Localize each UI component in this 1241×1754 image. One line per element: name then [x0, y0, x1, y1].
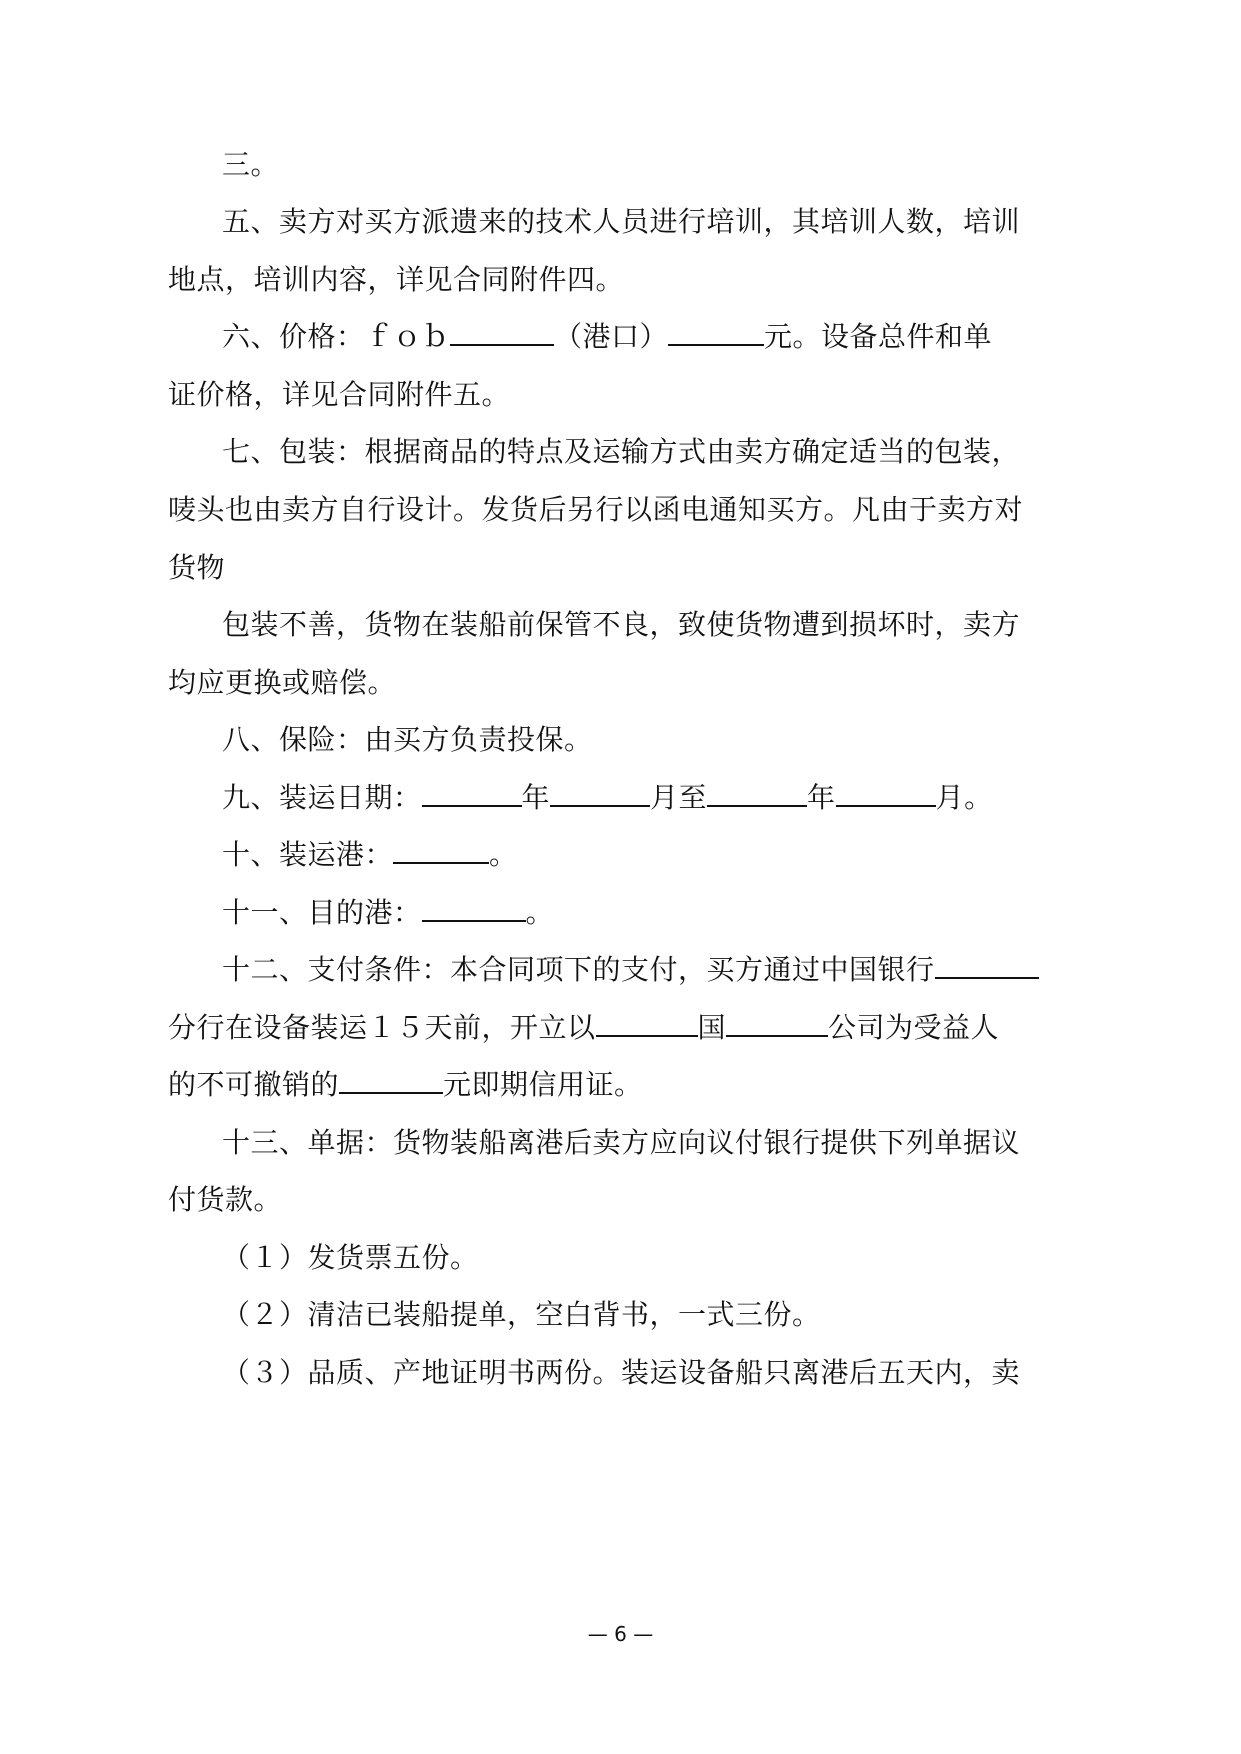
paragraph-line	[222, 608, 1020, 642]
text: 六、价格：ｆｏｂ	[222, 320, 451, 353]
text: 八、保险：由买方负责投保。	[222, 723, 593, 756]
paragraph-line	[168, 378, 510, 412]
text: 七、包装：根据商品的特点及运输方式由卖方确定适当的包装，	[222, 435, 1021, 468]
text: （３）品质、产地证明书两份。装运设备船只离港后五天内，卖	[222, 1356, 1021, 1389]
fill-in-blank[interactable]	[393, 838, 489, 864]
text: 货物	[168, 551, 226, 584]
fill-in-blank[interactable]	[422, 896, 526, 922]
paragraph-line	[222, 1356, 1020, 1390]
text: 十、装运港：	[222, 838, 394, 871]
paragraph-line	[222, 953, 1039, 987]
text: 的不可撤销的	[168, 1068, 340, 1101]
paragraph-line	[222, 723, 593, 757]
paragraph-line	[168, 1011, 999, 1045]
text: 三。	[222, 148, 280, 181]
paragraph-line	[168, 551, 225, 585]
text: 均应更换或赔偿。	[168, 666, 397, 699]
fill-in-blank[interactable]	[450, 320, 554, 346]
paragraph-line	[222, 435, 1020, 469]
paragraph-line	[222, 1241, 479, 1275]
text: 元即期信用证。	[443, 1068, 643, 1101]
paragraph-line	[168, 263, 624, 297]
text: 年	[521, 781, 551, 814]
text: 九、装运日期：	[222, 781, 422, 814]
fill-in-blank[interactable]	[935, 953, 1039, 979]
text: 五、卖方对买方派遗来的技术人员进行培训，其培训人数，培训	[222, 205, 1021, 238]
text: 十一、目的港：	[222, 896, 422, 929]
fill-in-blank[interactable]	[422, 781, 522, 807]
text: 十三、单据：货物装船离港后卖方应向议付银行提供下列单据议	[222, 1126, 1021, 1159]
paragraph-line	[168, 1183, 282, 1217]
paragraph-line	[168, 493, 1023, 527]
paragraph-line	[222, 320, 992, 354]
text: 分行在设备装运１５天前，开立以	[168, 1011, 596, 1044]
page-number: — 6 —	[587, 1622, 654, 1646]
text: 。	[489, 838, 518, 871]
paragraph-line	[168, 1068, 643, 1102]
paragraph-line	[222, 148, 279, 182]
fill-in-blank[interactable]	[836, 781, 936, 807]
text: 付货款。	[168, 1183, 283, 1216]
fill-in-blank[interactable]	[726, 1011, 828, 1037]
text: 十二、支付条件：本合同项下的支付，买方通过中国银行	[222, 953, 935, 986]
text: （２）清洁已装船提单，空白背书，一式三份。	[222, 1298, 821, 1331]
text: 。	[525, 896, 555, 929]
text: 年	[807, 781, 836, 814]
text: （１）发货票五份。	[222, 1241, 479, 1274]
text: 元。设备总件和单	[764, 320, 993, 353]
fill-in-blank[interactable]	[550, 781, 650, 807]
fill-in-blank[interactable]	[596, 1011, 698, 1037]
paragraph-line	[222, 1126, 1020, 1160]
paragraph-line	[222, 896, 554, 930]
text: 公司为受益人	[828, 1011, 1000, 1044]
text: 包装不善，货物在装船前保管不良，致使货物遭到损坏时，卖方	[222, 608, 1021, 641]
paragraph-line	[222, 781, 993, 815]
text: 国	[697, 1011, 727, 1044]
fill-in-blank[interactable]	[707, 781, 807, 807]
paragraph-line	[222, 1298, 821, 1332]
text: 证价格，详见合同附件五。	[168, 378, 511, 411]
text: 地点，培训内容，详见合同附件四。	[168, 263, 625, 296]
paragraph-line	[168, 666, 396, 700]
text: （港口）	[554, 320, 669, 353]
fill-in-blank[interactable]	[339, 1068, 443, 1094]
text: 唛头也由卖方自行设计。发货后另行以函电通知买方。凡由于卖方对	[168, 493, 1024, 526]
paragraph-line	[222, 205, 1020, 239]
text: 月。	[935, 781, 993, 814]
text: 月至	[650, 781, 708, 814]
paragraph-line	[222, 838, 518, 872]
fill-in-blank[interactable]	[668, 320, 764, 346]
